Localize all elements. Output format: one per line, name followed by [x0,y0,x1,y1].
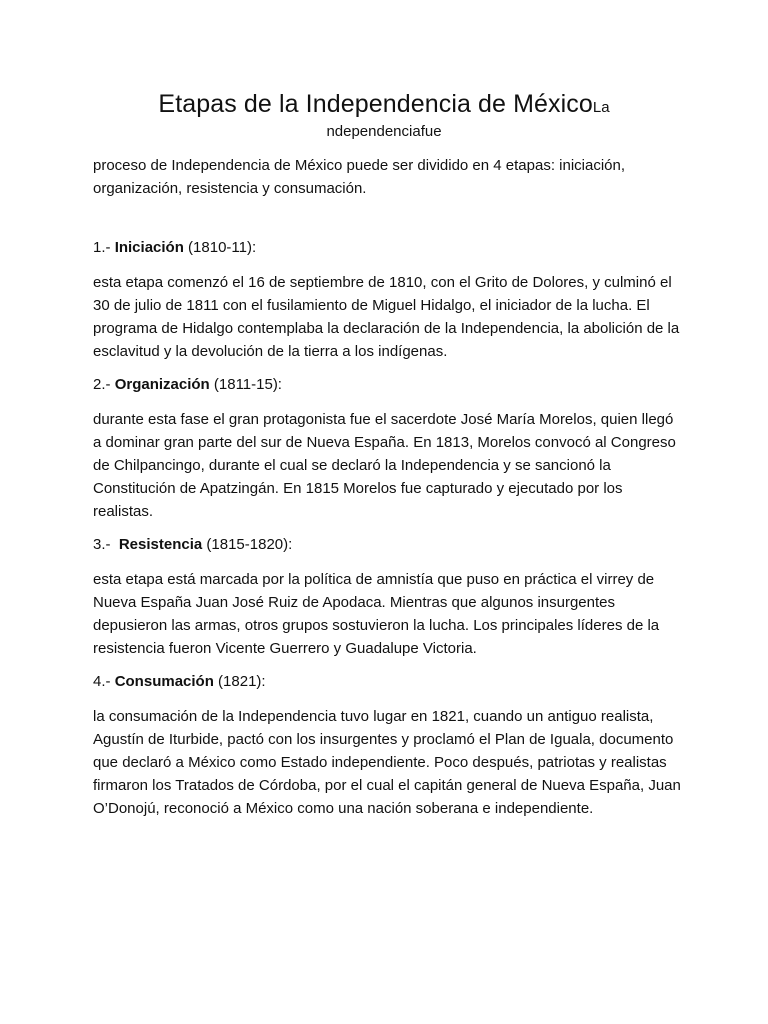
section-name: Consumación [114,673,214,690]
section-years: (1810-11): [183,239,257,256]
section-prefix: 1.- [93,239,115,256]
section-heading-resistencia [93,533,683,556]
section-text-iniciacion: esta etapa comenzó el 16 de septiembre de 1810, con el Grito de Dolores, y culminó el 30 de julio de 1811 con el fusilamiento de Miguel Hidalgo, el iniciador de la lucha. El programa de Hidalgo contemplaba la declaración de la Independencia, la abolición de la esclavitud y la devolución de la tierra a los indígenas. [93,274,680,360]
section-prefix: 2.- [93,376,115,393]
section-heading-organizacion [93,373,683,396]
section-name: Organización [114,376,210,393]
subtitle: ndependenciafue [326,123,442,140]
section-text-resistencia: esta etapa está marcada por la política de amnistía que puso en práctica el virrey de Nueva España Juan José Ruiz de Apodaca. Mientras que algunos insurgentes depusieron las armas, otros grupos sostuvieron la lucha. Los principales líderes de la resistencia fueron Vicente Guerrero y Guadalupe Victoria. [93,571,660,657]
section-heading-consumacion [93,670,683,693]
section-name: Iniciación [114,239,184,256]
section-years: (1811-15): [209,376,282,393]
document-body [93,154,683,830]
section-text-consumacion: la consumación de la Independencia tuvo lugar en 1821, cuando un antiguo realista, Agustín de Iturbide, pactó con los insurgentes y proclamó el Plan de Iguala, documento que declaró a México como Estado independiente. Poco después, patriotas y realistas firmaron los Tratados de Córdoba, por el cual el capitán general de Nueva España, Juan O’Donojú, reconoció a México como una nación soberana e independiente. [93,708,681,817]
section-name: Resistencia [118,536,203,553]
title-main: Etapas de la Independencia de México [158,90,593,118]
section-text-organizacion: durante esta fase el gran protagonista fue el sacerdote José María Morelos, quien llegó a dominar gran parte del sur de Nueva España. En 1813, Morelos convocó al Congreso de Chilpancingo, durante el cual se declaró la Independencia y se sancionó la Constitución de Apatzingán. En 1815 Morelos fue capturado y ejecutado por los realistas. [93,411,676,520]
section-prefix: 3.- [93,536,119,553]
section-years: (1815-1820): [202,536,293,553]
intro-paragraph: proceso de Independencia de México puede ser dividido en 4 etapas: iniciación, organización, resistencia y consumación. [93,157,626,197]
title-suffix: La [592,99,610,116]
page-title [0,90,768,119]
section-years: (1821): [213,673,266,690]
section-heading-iniciacion [93,236,683,259]
section-prefix: 4.- [93,673,115,690]
